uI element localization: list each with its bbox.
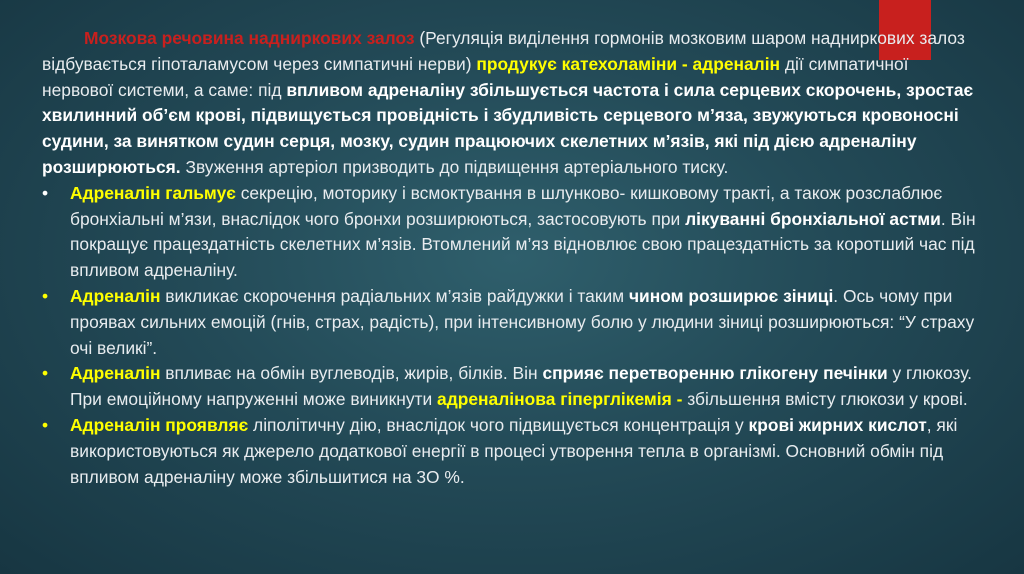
bullet-item: • Адреналін гальмує секрецію, моторику і всмоктування в шлунково- кишковому тракті, а також розслаблює бронхіальні м’язи, внаслідок чого бронхи розширюються, застосовують при лікуванні бронхіальної астми. Він покращує працездатність скелетних м’язів. Втомлений м’яз відновлює свою працездатність за коротший час під впливом адреналіну. [42,182,976,281]
intro-paragraph: Мозкова речовина надниркових залоз (Регуляція виділення гормонів мозковим шаром надниркових залоз відбувається гіпоталамусом через симпатичні нерви) продукує катехоламіни - адреналін дії симпатичної нервової системи, а саме: під впливом адреналіну збільшується частота і сила серцевих скорочень, зростає хвилинний об’єм крові, підвищується провідність і збудливість серцевого м’яза, звужуються кровоносні судини, за винятком судин серця, мозку, судин працюючих скелетних м’язів, які під дією адреналіну розширюються. Звуження артеріол призводить до підвищення артеріального тиску. [42,28,974,177]
bullet-marker: • [42,363,49,384]
bullet-item: • Адреналін проявляє ліполітичну дію, внаслідок чого підвищується концентрація у крові жирних кислот, які використовуються як джерело додаткової енергії в процесі утворення тепла в організмі. Основний обмін під впливом адреналіну може збільшитися на 3О %. [42,414,958,487]
bullet-item: • Адреналін викликає скорочення радіальних м’язів райдужки і таким чином розширює зіниці. Ось чому при проявах сильних емоцій (гнів, страх, радість), при інтенсивному болю у людини зіниці розширюються: “У страху очі великі”. [42,285,975,358]
bullet-marker: • [42,414,49,435]
slide-body [42,26,982,490]
bullet-item: • Адреналін впливає на обмін вуглеводів, жирів, білків. Він сприяє перетворенню глікогену печінки у глюкозу. При емоційному напруженні може виникнути адреналінова гіперглікемія - збільшення вмісту глюкози у крові. [42,363,972,410]
bullet-marker: • [42,182,49,203]
red-heading-text: Мозкова речовина надниркових залоз [84,28,415,48]
bullet-marker: • [42,285,49,306]
